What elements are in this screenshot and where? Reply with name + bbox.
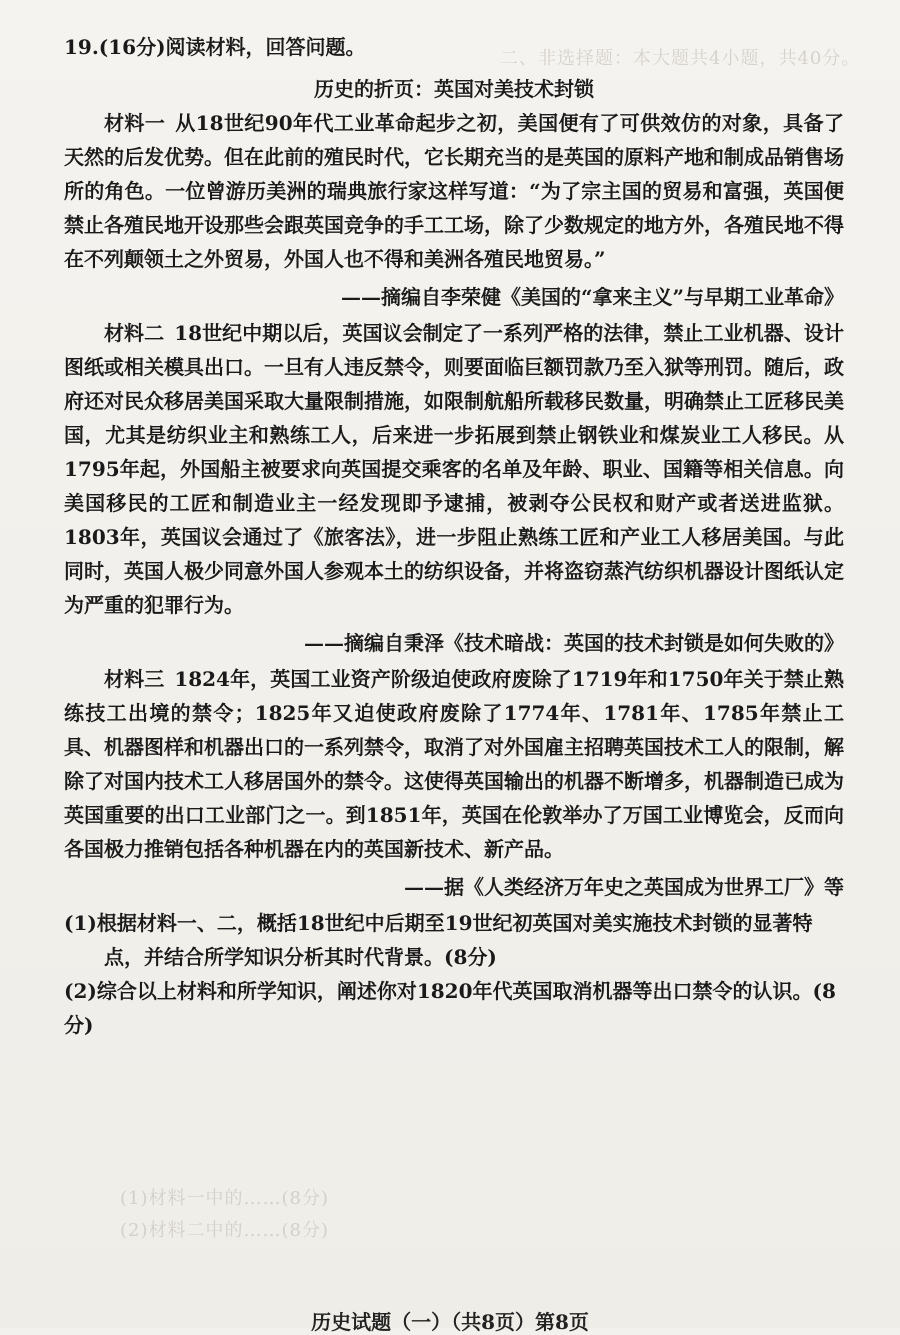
subquestion-1 xyxy=(64,906,844,974)
material-source: ——据《人类经济万年史之英国成为世界工厂》等 xyxy=(404,875,844,899)
page-footer: 历史试题（一）（共8页）第8页 xyxy=(311,1310,589,1334)
subquestion-text: (1)根据材料一、二，概括18世纪中后期至19世纪初英国对美实施技术封锁的显著特 xyxy=(64,911,813,935)
material-source: ——摘编自李荣健《美国的“拿来主义”与早期工业革命》 xyxy=(340,285,844,309)
material-text: 1824年，英国工业资产阶级迫使政府废除了1719年和1750年关于禁止熟练技工出境的禁令；1825年又迫使政府废除了1774年、1781年、1785年禁止工具、机器图样和机器出口的一系列禁令，取消了对外国雇主招聘英国技术工人的限制，解除了对国内技术工人移居国外的禁令。这使得英国输出的机器不断增多，机器制造已成为英国重要的出口工业部门之一。到1851年，英国在伦敦举办了万国工业博览会，反而向各国极力推销包括各种机器在内的英国新技术、新产品。 xyxy=(64,667,845,861)
question-title: 历史的折页：英国对美技术封锁 xyxy=(314,77,594,101)
subquestion-text-cont: 点，并结合所学知识分析其时代背景。(8分) xyxy=(104,945,497,969)
material-2 xyxy=(64,316,844,660)
material-label: 材料一 xyxy=(104,111,166,135)
subquestion-text: (2)综合以上材料和所学知识，阐述你对1820年代英国取消机器等出口禁令的认识。(8分) xyxy=(64,979,836,1037)
show-through-text: (1)材料一中的……(8分) xyxy=(120,1188,329,1209)
material-text: 从18世纪90年代工业革命起步之初，美国便有了可供效仿的对象，具备了天然的后发优势。但在此前的殖民时代，它长期充当的是英国的原料产地和制成品销售场所的角色。一位曾游历美洲的瑞典旅行家这样写道：“为了宗主国的贸易和富强，英国便禁止各殖民地开设那些会跟英国竞争的手工工场，除了少数规定的地方外，各殖民地不得在不列颠领土之外贸易，外国人也不得和美洲各殖民地贸易。” xyxy=(64,111,844,271)
subquestion-2 xyxy=(64,974,844,1042)
material-text: 18世纪中期以后，英国议会制定了一系列严格的法律，禁止工业机器、设计图纸或相关模具出口。一旦有人违反禁令，则要面临巨额罚款乃至入狱等刑罚。随后，政府还对民众移居美国采取大量限制措施，如限制航船所载移民数量，明确禁止工匠移民美国，尤其是纺织业主和熟练工人，后来进一步拓展到禁止钢铁业和煤炭业工人移民。从1795年起，外国船主被要求向英国提交乘客的名单及年龄、职业、国籍等相关信息。向美国移民的工匠和制造业主一经发现即予逮捕，被剥夺公民权和财产或者送进监狱。1803年，英国议会通过了《旅客法》，进一步阻止熟练工匠和产业工人移居美国。与此同时，英国人极少同意外国人参观本土的纺织设备，并将盗窃蒸汽纺织机器设计图纸认定为严重的犯罪行为。 xyxy=(64,321,844,617)
question-19 xyxy=(64,30,844,1042)
question-number-line: 19.(16分)阅读材料，回答问题。 xyxy=(64,35,366,59)
material-3 xyxy=(64,662,844,904)
show-through-text: 二、非选择题：本大题共4小题，共40分。 xyxy=(500,48,861,69)
material-source: ——摘编自秉泽《技术暗战：英国的技术封锁是如何失败的》 xyxy=(304,631,844,655)
material-label: 材料三 xyxy=(104,667,165,691)
show-through-text: (2)材料二中的……(8分) xyxy=(120,1220,329,1241)
material-label: 材料二 xyxy=(104,321,165,345)
material-1 xyxy=(64,106,844,314)
